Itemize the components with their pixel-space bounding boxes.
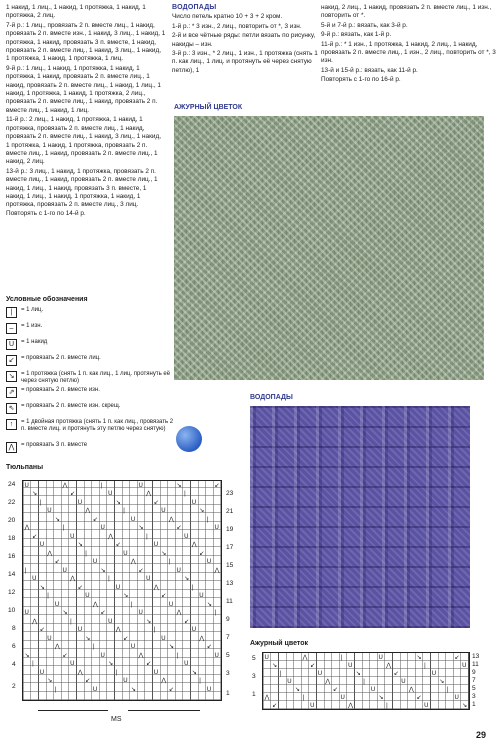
chart-stitch-symbol: ↘ — [294, 686, 300, 693]
chart-stitch-symbol: U — [168, 601, 174, 608]
chart-stitch-symbol: ⋀ — [214, 567, 220, 574]
row-number: 4 — [12, 661, 16, 668]
chart-stitch-symbol: ↙ — [184, 618, 190, 625]
chart-stitch-symbol: U — [206, 559, 212, 565]
chart-stitch-symbol: ↙ — [32, 533, 38, 540]
chart-stitch-symbol: | — [54, 686, 57, 693]
chart-stitch-symbol: ↘ — [62, 610, 68, 616]
skp-symbol-icon: ↘ — [6, 371, 17, 382]
chart-stitch-symbol: ↘ — [77, 542, 83, 548]
chart-stitch-symbol: | — [214, 610, 217, 616]
chart-stitch-symbol: U — [123, 550, 128, 557]
row-number: 3 — [252, 673, 256, 680]
chart-stitch-symbol: ↘ — [176, 482, 182, 489]
chart-stitch-symbol: U — [47, 508, 52, 514]
paragraph: 1 накид, 1 лиц., 1 накид, 1 протяжка, 1 накид, 1 протяжка, 2 лиц. — [6, 4, 148, 20]
chart-stitch-symbol: ↘ — [355, 670, 361, 677]
chart-stitch-symbol: U — [191, 627, 197, 633]
left-text-column — [6, 4, 166, 219]
chart-stitch-symbol: ↘ — [199, 508, 205, 514]
chart-stitch-symbol: U — [176, 567, 181, 574]
lace-flower-chart-caption: Ажурный цветок — [250, 640, 308, 647]
row-number: 14 — [8, 571, 16, 578]
chart-stitch-symbol: U — [108, 491, 113, 497]
tulips-chart-grid — [22, 480, 222, 701]
chart-stitch-symbol: | — [123, 508, 125, 514]
chart-stitch-symbol: U — [214, 525, 219, 531]
chart-stitch-symbol: ⋀ — [146, 491, 152, 497]
row-number: 8 — [12, 625, 16, 632]
chart-stitch-symbol: ↙ — [54, 559, 60, 565]
p2tog-symbol-icon: ⇗ — [6, 387, 17, 398]
chart-stitch-symbol: ↙ — [85, 678, 91, 684]
chart-stitch-symbol: ↘ — [130, 686, 136, 693]
chart-stitch-symbol: ↘ — [416, 654, 422, 661]
chart-stitch-symbol: U — [77, 627, 83, 633]
chart-stitch-symbol: ↙ — [62, 652, 68, 659]
purl-symbol-icon: – — [6, 323, 17, 334]
chart-stitch-symbol: U — [401, 678, 406, 685]
chart-stitch-symbol: | — [386, 702, 388, 709]
chart-stitch-symbol: ↘ — [146, 618, 152, 625]
paragraph: 13-й и 15-й р.: вязать, как 11-й р. — [321, 66, 418, 74]
chart-stitch-symbol: U — [184, 533, 189, 540]
chart-stitch-symbol: | — [176, 652, 179, 659]
chart-stitch-symbol: ↘ — [272, 662, 278, 669]
row-number: 9 — [226, 616, 230, 623]
chart-stitch-symbol: | — [363, 678, 365, 685]
chart-stitch-symbol: ⋀ — [108, 533, 114, 540]
chart-stitch-symbol: U — [370, 686, 376, 693]
lace-flower-knit-photo — [174, 116, 484, 380]
p2tog-tbl-symbol-icon: ⇖ — [6, 403, 17, 414]
chart-stitch-symbol: | — [70, 618, 72, 625]
paragraph: 2-й и все чётные ряды: петли вязать по рисунку, накиды – изн. — [172, 32, 317, 48]
waterfalls-caption: ВОДОПАДЫ — [250, 394, 293, 401]
chart-stitch-symbol: ⋀ — [70, 576, 76, 582]
chart-stitch-symbol: ↘ — [54, 516, 60, 523]
chart-stitch-symbol: ↘ — [100, 567, 106, 574]
row-number: 3 — [226, 670, 230, 677]
waterfalls-knit-photo — [250, 406, 470, 628]
chart-stitch-symbol: ↘ — [24, 652, 30, 659]
chart-stitch-symbol: | — [340, 654, 343, 661]
paragraph: Число петель кратно 10 + 3 + 2 кром. — [172, 13, 283, 21]
chart-stitch-symbol: | — [446, 686, 449, 693]
chart-stitch-symbol: ↙ — [272, 702, 278, 709]
chart-stitch-symbol: ↙ — [161, 593, 167, 599]
row-number: 6 — [12, 643, 16, 650]
chart-stitch-symbol: | — [24, 567, 27, 574]
page-number: 29 — [475, 730, 486, 740]
lace-flower-chart-grid — [262, 652, 470, 710]
chart-stitch-symbol: ↙ — [70, 491, 76, 497]
chart-stitch-symbol: | — [184, 491, 186, 497]
chart-stitch-symbol: ↘ — [85, 635, 91, 642]
chart-stitch-symbol: ⋀ — [348, 702, 354, 709]
chart-stitch-symbol: U — [184, 661, 189, 667]
row-number: 2 — [12, 683, 16, 690]
chart-stitch-symbol: | — [424, 662, 426, 669]
chart-stitch-symbol: ⋀ — [54, 644, 60, 650]
row-number: 5 — [252, 655, 256, 662]
paragraph: 5-й и 7-й р.: вязать, как 3-й р. — [321, 21, 408, 29]
ms-label: MS — [111, 716, 122, 723]
k3tog-symbol-icon: ⋀ — [6, 442, 17, 453]
chart-stitch-symbol: U — [123, 678, 128, 684]
paragraph: 7-й р.: 1 лиц., провязать 2 п. вместе лиц., 1 накид, провязать 2 п. вместе изн., 1 накид, 3 лиц., 1 накид, 1 протяжка, 1 накид, провязать 3 п. вместе, 1 накид, провязать 2 п. вместе лиц., 1 накид, 3 лиц., 1 накид, 1 протяжка, 1 накид, 1 протяжка, 1 лиц. — [6, 21, 168, 63]
chart-stitch-symbol: ↘ — [191, 669, 197, 676]
yarn-over-symbol-icon: U — [6, 339, 17, 350]
chart-stitch-symbol: ↙ — [100, 610, 106, 616]
paragraph: 11-й р.: * 1 изн., 1 протяжка, 1 накид, 2 лиц., 1 накид, провязать 2 п. вместе лиц., 1 изн., 2 лиц., повторить от *, 3 изн. — [321, 40, 498, 65]
row-number: 13 — [226, 580, 234, 587]
chart-stitch-symbol: U — [424, 702, 429, 709]
chart-stitch-symbol: ⋀ — [130, 559, 136, 565]
chart-stitch-symbol: ⋀ — [386, 662, 392, 669]
chart-stitch-symbol: ↘ — [115, 499, 121, 506]
legend-text: = 1 протяжка (снять 1 п. как лиц., 1 лиц. протянуть её через снятую петлю) — [21, 371, 171, 384]
chart-stitch-symbol: | — [153, 627, 156, 633]
legend-item — [6, 387, 176, 400]
legend-text: = провязать 2 п. вместе изн. — [21, 387, 100, 393]
chart-stitch-symbol: | — [100, 482, 103, 489]
chart-stitch-symbol: ↙ — [115, 542, 121, 548]
row-number: 10 — [8, 607, 16, 614]
row-number: 18 — [8, 535, 16, 542]
chart-stitch-symbol: | — [130, 601, 133, 608]
chart-stitch-symbol: U — [264, 654, 269, 661]
chart-stitch-symbol: | — [206, 516, 209, 523]
chart-stitch-symbol: U — [431, 670, 437, 677]
chart-stitch-symbol: | — [85, 550, 87, 557]
chart-stitch-symbol: | — [115, 669, 118, 676]
chart-stitch-symbol: ⋀ — [168, 516, 174, 523]
row-number: 9 — [472, 669, 476, 676]
chart-stitch-symbol: ⋀ — [264, 694, 270, 701]
double-skp-symbol-icon: ↑ — [6, 419, 17, 430]
chart-stitch-symbol: ↘ — [168, 644, 174, 650]
chart-stitch-symbol: U — [161, 508, 166, 514]
chart-stitch-symbol: U — [348, 662, 353, 669]
chart-stitch-symbol: ⋀ — [77, 669, 83, 676]
legend-text: = провязать 3 п. вместе — [21, 442, 88, 448]
paragraph: 13-й р.: 3 лиц., 1 накид, 1 протяжка, провязать 2 п. вместе лиц., 1 накид, провязать 2 п. вместе лиц., 1 накид, 1 лиц., 1 накид, провязать 3 п. вместе, 1 накид, 1 лиц., 1 накид, 1 протяжка, 1 накид, 1 протяжка, провязать 2 п. вместе лиц., 3 лиц. Повторять с 1-го по 14-й р. — [6, 167, 160, 217]
chart-stitch-symbol: ↘ — [378, 694, 384, 701]
paragraph: Повторять с 1-го по 16-й р. — [321, 76, 401, 84]
chart-stitch-symbol: ⋀ — [92, 601, 98, 608]
chart-stitch-symbol: ⋀ — [138, 652, 144, 659]
legend-text: = 1 изн. — [21, 323, 43, 329]
row-number: 22 — [8, 499, 16, 506]
chart-stitch-symbol: ⋀ — [32, 618, 38, 625]
chart-stitch-symbol: ⋀ — [85, 508, 91, 514]
chart-stitch-symbol: U — [70, 661, 75, 667]
chart-stitch-symbol: ⋀ — [153, 584, 159, 591]
chart-stitch-symbol: U — [214, 652, 219, 659]
chart-stitch-symbol: U — [92, 686, 98, 693]
chart-stitch-symbol: ⋀ — [115, 627, 121, 633]
chart-stitch-symbol: ⋀ — [24, 525, 30, 531]
legend-item — [6, 323, 176, 336]
chart-stitch-symbol: U — [340, 694, 345, 701]
chart-stitch-symbol: ⋀ — [47, 550, 53, 557]
chart-stitch-symbol: U — [146, 576, 151, 582]
chart-stitch-symbol: | — [279, 670, 282, 677]
chart-stitch-symbol: U — [462, 662, 467, 669]
chart-stitch-symbol: U — [317, 670, 323, 677]
chart-stitch-symbol: U — [130, 516, 136, 523]
row-number: 5 — [472, 685, 476, 692]
chart-stitch-symbol: ⋀ — [191, 542, 197, 548]
chart-stitch-symbol: | — [62, 525, 65, 531]
row-number: 12 — [8, 589, 16, 596]
chart-stitch-symbol: U — [39, 542, 45, 548]
chart-stitch-symbol: U — [62, 567, 67, 574]
chart-stitch-symbol: ↘ — [439, 678, 445, 685]
chart-stitch-symbol: ↙ — [199, 550, 205, 557]
paragraph: 3-й р.: 3 изн., * 2 лиц., 1 изн., 1 протяжка (снять 1 п. как лиц., 1 лиц. и протянуть её через снятую петлю), 1 — [172, 50, 320, 74]
chart-stitch-symbol: U — [310, 702, 315, 709]
paragraph: 9-й р.: вязать, как 1-й р. — [321, 31, 392, 39]
chart-stitch-symbol: U — [108, 618, 113, 625]
chart-stitch-symbol: | — [108, 576, 110, 582]
paragraph: 9-й р.: 1 лиц., 1 накид, 1 протяжка, 1 накид, 1 протяжка, 1 накид, провязать 2 п. вместе лиц., 1 накид, провязать 2 п. вместе лиц., 1 накид, 1 лиц., 1 накид, 1 протяжка, 1 накид, 1 протяжка, 2 лиц., провязать 2 п. вместе лиц., 1 накид, провязать 2 п. вместе лиц., 1 накид, 1 лиц. — [6, 64, 163, 114]
chart-stitch-symbol: ↘ — [39, 584, 45, 591]
chart-stitch-symbol: U — [54, 601, 60, 608]
chart-stitch-symbol: ↙ — [153, 499, 159, 506]
legend-item — [6, 442, 176, 455]
chart-stitch-symbol: ⋀ — [408, 686, 414, 693]
chart-stitch-symbol: ↙ — [206, 644, 212, 650]
legend-item — [6, 339, 176, 352]
chart-stitch-symbol: U — [138, 610, 143, 616]
chart-stitch-symbol: U — [32, 576, 37, 582]
row-number: 19 — [226, 526, 234, 533]
chart-stitch-symbol: ↙ — [214, 482, 220, 489]
chart-stitch-symbol: U — [130, 644, 136, 650]
middle-text-column — [172, 4, 320, 76]
chart-stitch-symbol: | — [92, 644, 95, 650]
chart-stitch-symbol: ↘ — [47, 678, 53, 684]
chart-stitch-symbol: ↙ — [123, 635, 129, 642]
chart-stitch-symbol: | — [302, 694, 305, 701]
row-number: 21 — [226, 508, 234, 515]
row-number: 20 — [8, 517, 16, 524]
chart-stitch-symbol: | — [146, 533, 148, 540]
paragraph: накид, 2 лиц., 1 накид, провязать 2 п. вместе лиц., 1 изн., повторить от *. — [321, 4, 494, 20]
chart-stitch-symbol: ↘ — [462, 702, 468, 709]
chart-stitch-symbol: ⋀ — [62, 482, 68, 489]
chart-stitch-symbol: U — [100, 652, 105, 659]
chart-stitch-symbol: ↘ — [32, 491, 38, 497]
chart-stitch-symbol: | — [191, 584, 194, 591]
legend-text: = 1 лиц. — [21, 307, 44, 313]
legend-text: = провязать 2 п. вместе изн. скрещ. — [21, 403, 121, 409]
chart-stitch-symbol: ↙ — [393, 670, 399, 677]
legend-item — [6, 419, 176, 439]
row-number: 1 — [252, 691, 256, 698]
row-number: 13 — [472, 653, 480, 660]
chart-stitch-symbol: ⋀ — [302, 654, 308, 661]
legend-text: = 1 двойная протяжка (снять 1 п. как лиц., провязать 2 п. вместе лиц. и протянуть эту петлю через снятую) — [21, 419, 174, 432]
row-number: 23 — [226, 490, 234, 497]
chart-stitch-symbol: U — [47, 635, 52, 642]
paragraph: 1-й р.: * 3 изн., 2 лиц., повторить от *, 3 изн. — [172, 22, 302, 30]
chart-stitch-symbol: ↘ — [184, 576, 190, 582]
chart-stitch-symbol: ↙ — [168, 686, 174, 693]
chart-stitch-symbol: ↙ — [39, 627, 45, 633]
legend-title: Условные обозначения — [6, 296, 88, 303]
row-number: 15 — [226, 562, 234, 569]
row-number: 5 — [226, 652, 230, 659]
chart-stitch-symbol: U — [161, 635, 166, 642]
paragraph: 11-й р.: 2 лиц., 1 накид, 1 протяжка, 1 накид, 1 протяжка, провязать 2 п. вместе лиц., 1 накид, провязать 2 п. вместе лиц., 1 накид, 3 лиц., 1 накид, 1 протяжка, 1 накид, 1 протяжка, провязать 2 п. вместе лиц., 1 накид, провязать 2 п. вместе лиц., 1 накид, 2 лиц. — [6, 116, 163, 166]
chart-stitch-symbol: | — [168, 559, 171, 565]
row-number: 3 — [472, 693, 476, 700]
chart-stitch-symbol: ↙ — [176, 525, 182, 531]
legend-item — [6, 403, 176, 416]
chart-stitch-symbol: U — [77, 499, 83, 506]
chart-stitch-symbol: U — [153, 542, 159, 548]
section-header: ВОДОПАДЫ — [172, 4, 217, 11]
chart-stitch-symbol: U — [24, 482, 29, 489]
chart-stitch-symbol: ⋀ — [325, 678, 331, 685]
tulips-chart-caption: Тюльпаны — [6, 464, 44, 471]
chart-stitch-symbol: U — [100, 525, 105, 531]
row-number: 7 — [226, 634, 230, 641]
chart-stitch-symbol: ⋀ — [199, 635, 205, 642]
chart-stitch-symbol: ↘ — [138, 525, 144, 531]
chart-stitch-symbol: ↘ — [123, 593, 129, 599]
row-number: 24 — [8, 481, 16, 488]
chart-stitch-symbol: ↙ — [416, 694, 422, 701]
chart-stitch-symbol: ↙ — [92, 516, 98, 523]
chart-stitch-symbol: U — [24, 610, 29, 616]
chart-stitch-symbol: U — [138, 482, 143, 489]
chart-stitch-symbol: U — [39, 669, 45, 676]
legend-item — [6, 371, 176, 384]
chart-stitch-symbol: U — [92, 559, 98, 565]
lace-flower-caption: АЖУРНЫЙ ЦВЕТОК — [174, 104, 243, 111]
k2tog-symbol-icon: ↙ — [6, 355, 17, 366]
chart-stitch-symbol: U — [287, 678, 292, 685]
ms-bracket-left — [38, 710, 108, 711]
row-number: 11 — [472, 661, 479, 668]
chart-stitch-symbol: U — [153, 669, 159, 676]
legend-text: = 1 накид — [21, 339, 48, 345]
legend — [6, 296, 176, 458]
chart-stitch-symbol: U — [206, 686, 212, 693]
chart-stitch-symbol: U — [85, 593, 90, 599]
chart-stitch-symbol: | — [47, 593, 49, 599]
chart-stitch-symbol: U — [378, 654, 383, 661]
legend-text: = провязать 2 п. вместе лиц. — [21, 355, 101, 361]
chart-stitch-symbol: ↘ — [161, 550, 167, 557]
chart-stitch-symbol: ↙ — [77, 584, 83, 591]
row-number: 1 — [472, 701, 476, 708]
chart-stitch-symbol: | — [39, 499, 42, 506]
chart-stitch-symbol: ↙ — [138, 567, 144, 574]
chart-stitch-symbol: ⋀ — [176, 610, 182, 616]
chart-stitch-symbol: | — [32, 661, 34, 667]
chart-stitch-symbol: U — [191, 499, 197, 506]
right-text-column — [321, 4, 497, 86]
chart-stitch-symbol: U — [115, 584, 121, 591]
row-number: 7 — [472, 677, 476, 684]
chart-stitch-symbol: U — [70, 533, 75, 540]
legend-item — [6, 355, 176, 368]
chart-stitch-symbol: U — [454, 694, 459, 701]
chart-stitch-symbol: ↙ — [454, 654, 460, 661]
yarn-ball-icon — [176, 426, 202, 452]
knit-symbol-icon: | — [6, 307, 17, 318]
chart-stitch-symbol: ↙ — [332, 686, 338, 693]
chart-stitch-symbol: ↘ — [108, 661, 114, 667]
row-number: 11 — [226, 598, 233, 605]
row-number: 1 — [226, 690, 230, 697]
ms-bracket-right — [128, 710, 200, 711]
chart-stitch-symbol: ⋀ — [161, 678, 167, 684]
legend-item — [6, 307, 176, 320]
row-number: 16 — [8, 553, 16, 560]
chart-stitch-symbol: ↘ — [206, 601, 212, 608]
chart-stitch-symbol: U — [199, 593, 204, 599]
chart-stitch-symbol: ↙ — [310, 662, 316, 669]
row-number: 17 — [226, 544, 234, 551]
chart-stitch-symbol: | — [199, 678, 201, 684]
chart-stitch-symbol: ↙ — [146, 661, 152, 667]
